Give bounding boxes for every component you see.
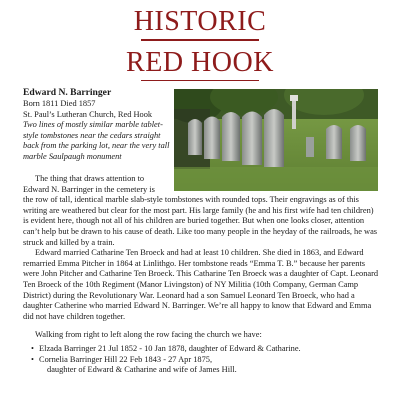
- paragraph-2: Edward married Catharine Ten Broeck and had at least 10 children. She died in 1863, and Edward remarried Emma Pitcher in 1864 at Linlithgo. Her tombstone reads “Emma T. B.” because her parents were John Pitcher and Catharine Ten Broeck. This Catharine Ten Broeck was a daughter of Capt. Leonard Ten Broeck of the 10th Regiment (Manor Livingston) of NY Militia (10th Company, German Camp District) during the Revolutionary War. Leonard had a son Samuel Leonard Ten Broeck, who had a daughter Catherine who married Edward N. Barringer. We’re all happy to know that Edward and Emma did not have children together.: [23, 248, 379, 321]
- list-item: [31, 354, 379, 376]
- masthead-rule: [141, 80, 259, 82]
- masthead-rule: [141, 39, 259, 41]
- list-item-text: Cornelia Barringer Hill 22 Feb 1843 - 27 Apr 1875,: [39, 354, 213, 364]
- bullet: •: [31, 343, 34, 353]
- burial-list: [23, 344, 379, 376]
- life-dates: Born 1811 Died 1857: [23, 99, 96, 108]
- list-item-text: Elzada Barringer 21 Jul 1852 - 10 Jan 1878, daughter of Edward & Catharine.: [39, 343, 301, 353]
- burial-place: St. Paul’s Lutheran Church, Red Hook: [23, 109, 153, 119]
- paragraph-1: the row of tall, identical marble slab-style tombstones with rounded tops. Their engravings as of this writing are weathered but clear for the most part. His large family (he and his first wife had ten children) is evident here, though not all of his children are buried together. But when one looks closer, attention can’t help but be drawn to his cause of death. Like too many people in the heyday of the railroads, he was struck and killed by a train.: [23, 195, 378, 247]
- list-item-subtext: daughter of Edward & Catharine and wife of James Hill.: [47, 365, 237, 375]
- paragraph-1-intro: The thing that draws attention to Edward N. Barringer in the cemetery is: [23, 174, 155, 194]
- article-body: [23, 174, 379, 376]
- bullet: •: [31, 354, 34, 364]
- intro-block: [23, 87, 171, 163]
- masthead-line-1: HISTORIC: [133, 6, 267, 37]
- list-item: [31, 343, 379, 355]
- masthead-line-2: RED HOOK: [126, 46, 274, 78]
- masthead: [0, 8, 400, 81]
- photo-caption: Two lines of mostly similar marble tablet-style tombstones near the cedars straight back from the parking lot, near the very tall marble Saulpaugh monument: [23, 120, 170, 161]
- person-name: Edward N. Barringer: [23, 87, 112, 98]
- list-lead: Walking from right to left along the row facing the church we have:: [35, 330, 262, 340]
